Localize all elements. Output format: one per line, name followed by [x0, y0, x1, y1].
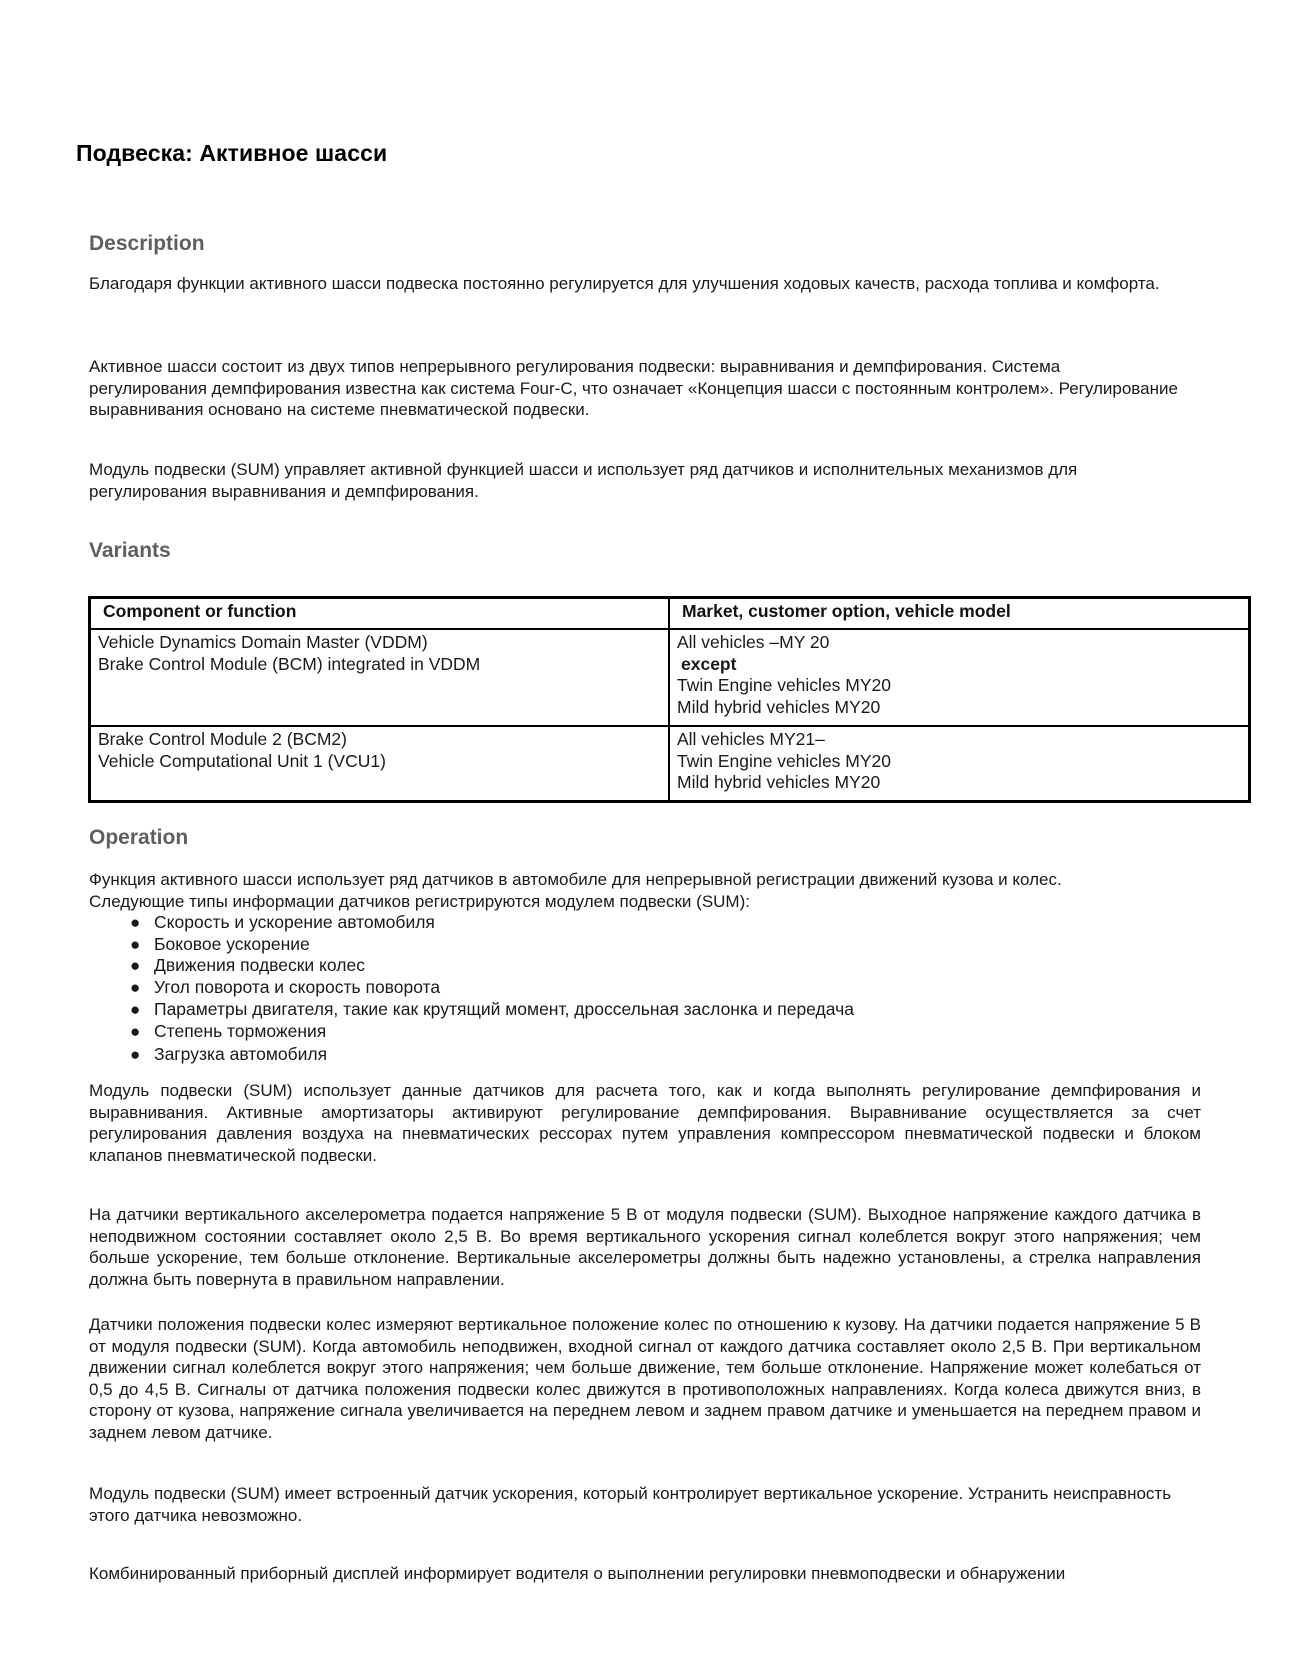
description-paragraph-3: Модуль подвески (SUM) управляет активной функцией шасси и использует ряд датчиков и исполнительных механизмов для регулирования выравнивания и демпфирования. — [89, 460, 1078, 501]
list-item-text: Параметры двигателя, такие как крутящий момент, дроссельная заслонка и передача — [154, 998, 854, 1019]
description-paragraph-1: Благодаря функции активного шасси подвеска постоянно регулируется для улучшения ходовых качеств, расхода топлива и комфорта. — [89, 274, 1160, 293]
sensor-list — [130, 912, 854, 1066]
list-item-text: Боковое ускорение — [154, 933, 310, 954]
list-item-text: Движения подвески колес — [154, 955, 365, 976]
table-row — [90, 726, 1250, 802]
cell-line: All vehicles MY21– — [677, 729, 825, 749]
table-row — [90, 629, 1250, 726]
bullet-icon: ● — [130, 956, 141, 976]
page-title: Подвеска: Активное шасси — [76, 140, 388, 166]
operation-paragraph-3: Датчики положения подвески колес измеряют вертикальное положение колес по отношению к кузову. На датчики подается напряжение 5 В от модуля подвески (SUM). Когда автомобиль неподвижен, входной сигнал от каждого датчика составляет около 2,5 В. При вертикальном движении сигнал колеблется вокруг этого напряжения; чем больше движение, тем больше отклонение. Напряжение может колебаться от 0,5 до 4,5 В. Сигналы от датчика положения подвески колес движутся в противоположных направлениях. Когда колеса движутся вниз, в сторону от кузова, напряжение сигнала увеличивается на переднем левом и заднем правом датчике и уменьшается на переднем правом и заднем левом датчике. — [89, 1315, 1201, 1442]
operation-intro-line-1: Функция активного шасси использует ряд датчиков в автомобиле для непрерывной регистрации движений кузова и колес. — [89, 870, 1062, 889]
operation-paragraph-5: Комбинированный приборный дисплей информирует водителя о выполнении регулировки пневмоподвески и обнаружении — [89, 1564, 1066, 1583]
list-item — [130, 934, 854, 956]
column-header-market: Market, customer option, vehicle model — [669, 598, 1250, 630]
cell-line: Brake Control Module 2 (BCM2) — [98, 729, 347, 749]
list-item-text: Угол поворота и скорость поворота — [154, 977, 441, 998]
component-cell — [90, 629, 670, 726]
list-item-text: Загрузка автомобиля — [154, 1044, 328, 1065]
list-item — [130, 977, 854, 999]
bullet-icon: ● — [130, 1045, 141, 1065]
market-cell — [669, 726, 1250, 802]
description-heading: Description — [89, 232, 205, 255]
bullet-icon: ● — [130, 934, 141, 954]
variants-heading: Variants — [89, 539, 171, 562]
cell-line: Mild hybrid vehicles MY20 — [677, 696, 881, 717]
cell-line: Vehicle Computational Unit 1 (VCU1) — [98, 750, 386, 771]
bullet-icon: ● — [130, 1021, 141, 1041]
cell-line-except: except — [681, 653, 737, 674]
list-item-text: Скорость и ускорение автомобиля — [154, 912, 435, 932]
bullet-icon: ● — [130, 978, 141, 998]
bullet-icon: ● — [130, 913, 141, 932]
column-header-component: Component or function — [90, 598, 670, 630]
description-paragraph-2: Активное шасси состоит из двух типов непрерывного регулирования подвески: выравнивания и демпфирования. Система регулирования демпфирования известна как система Four-C, что означает «Концепция шасси с постоянным контролем». Регулирование выравнивания основано на системе пневматической подвески. — [89, 357, 1178, 419]
list-item — [130, 1044, 854, 1066]
operation-paragraph-2: На датчики вертикального акселерометра подается напряжение 5 В от модуля подвески (SUM). Выходное напряжение каждого датчика в неподвижном состоянии составляет около 2,5 В. Во время вертикального ускорения сигнал колеблется вокруг этого напряжения; чем больше ускорение, тем больше отклонение. Вертикальные акселерометры должны быть надежно установлены, а стрелка направления должна быть повернута в правильном направлении. — [89, 1205, 1201, 1289]
component-cell — [90, 726, 670, 802]
cell-line: Twin Engine vehicles MY20 — [677, 750, 891, 771]
cell-line: Twin Engine vehicles MY20 — [677, 675, 891, 695]
operation-intro — [89, 869, 1219, 912]
operation-paragraph-1: Модуль подвески (SUM) использует данные датчиков для расчета того, как и когда выполнять регулирование демпфирования и выравнивания. Активные амортизаторы активируют регулирование демпфирования. Выравнивание осуществляется за счет регулирования давления воздуха на пневматических рессорах путем управления компрессором пневматической подвески и блоком клапанов пневматической подвески. — [89, 1081, 1201, 1165]
table-header-row — [90, 598, 1250, 630]
operation-paragraph-4: Модуль подвески (SUM) имеет встроенный датчик ускорения, который контролирует вертикальное ускорение. Устранить неисправность этого датчика невозможно. — [89, 1484, 1172, 1525]
cell-line: Mild hybrid vehicles MY20 — [677, 772, 881, 792]
list-item — [130, 1021, 854, 1043]
list-item — [130, 912, 854, 934]
variants-table — [88, 596, 1251, 803]
bullet-icon: ● — [130, 999, 141, 1019]
list-item-text: Степень торможения — [154, 1020, 327, 1041]
market-cell — [669, 629, 1250, 726]
cell-line: Vehicle Dynamics Domain Master (VDDM) — [98, 632, 428, 652]
cell-line: Brake Control Module (BCM) integrated in VDDM — [98, 653, 481, 674]
operation-intro-line-2: Следующие типы информации датчиков регистрируются модулем подвески (SUM): — [89, 891, 750, 911]
list-item — [130, 955, 854, 977]
operation-heading: Operation — [89, 826, 189, 849]
list-item — [130, 999, 854, 1021]
cell-line: All vehicles –MY 20 — [677, 632, 830, 652]
